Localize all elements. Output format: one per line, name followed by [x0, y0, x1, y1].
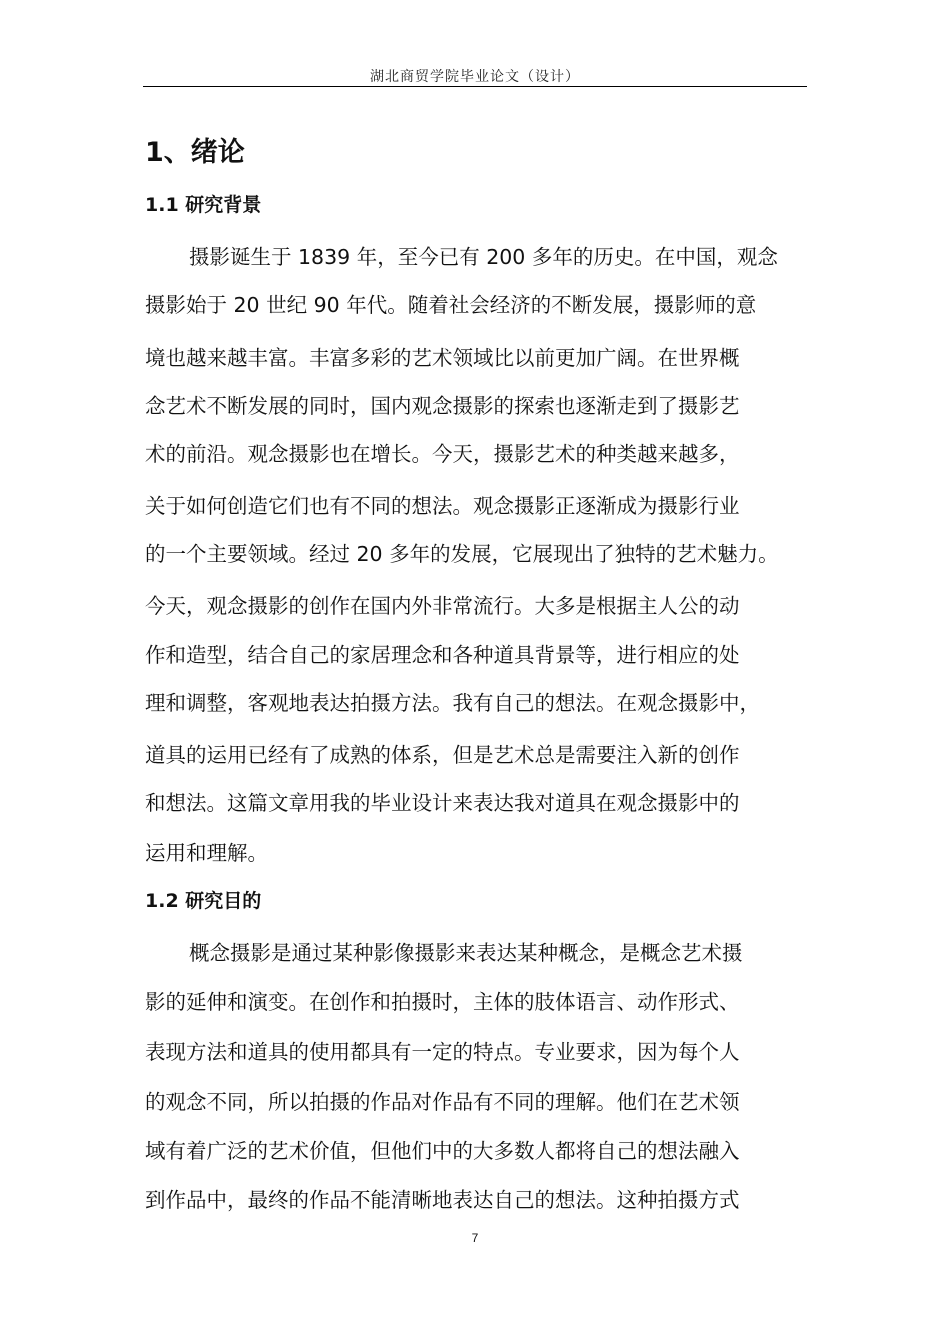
page-number: 7: [471, 1231, 479, 1245]
paragraph-line: 的观念不同，所以拍摄的作品对作品有不同的理解。他们在艺术领: [145, 1090, 740, 1114]
paragraph-line: 摄影始于 20 世纪 90 年代。随着社会经济的不断发展，摄影师的意: [145, 293, 757, 317]
paragraph-line: 表现方法和道具的使用都具有一定的特点。专业要求，因为每个人: [145, 1040, 740, 1064]
section-heading: 1.2 研究目的: [145, 890, 262, 912]
paragraph-line: 到作品中，最终的作品不能清晰地表达自己的想法。这种拍摄方式: [145, 1188, 740, 1212]
chapter-title: 1、绪论: [145, 137, 245, 168]
paragraph-line: 影的延伸和演变。在创作和拍摄时，主体的肢体语言、动作形式、: [145, 990, 740, 1014]
paragraph-line: 关于如何创造它们也有不同的想法。观念摄影正逐渐成为摄影行业: [145, 494, 740, 518]
paragraph-line: 理和调整，客观地表达拍摄方法。我有自己的想法。在观念摄影中，: [145, 691, 760, 715]
paragraph-line: 摄影诞生于 1839 年，至今已有 200 多年的历史。在中国，观念: [189, 245, 778, 269]
paragraph-line: 域有着广泛的艺术价值，但他们中的大多数人都将自己的想法融入: [145, 1139, 740, 1163]
paragraph-line: 念艺术不断发展的同时，国内观念摄影的探索也逐渐走到了摄影艺: [145, 394, 740, 418]
header-divider: [143, 86, 807, 87]
paragraph-line: 术的前沿。观念摄影也在增长。今天，摄影艺术的种类越来越多，: [145, 442, 740, 466]
paragraph-line: 道具的运用已经有了成熟的体系，但是艺术总是需要注入新的创作: [145, 743, 740, 767]
paragraph-line: 作和造型，结合自己的家居理念和各种道具背景等，进行相应的处: [145, 643, 740, 667]
paragraph-line: 今天，观念摄影的创作在国内外非常流行。大多是根据主人公的动: [145, 594, 740, 618]
paragraph-line: 的一个主要领域。经过 20 多年的发展，它展现出了独特的艺术魅力。: [145, 542, 779, 566]
page-header: 湖北商贸学院毕业论文（设计）: [370, 69, 580, 85]
paragraph-line: 和想法。这篇文章用我的毕业设计来表达我对道具在观念摄影中的: [145, 791, 740, 815]
section-heading: 1.1 研究背景: [145, 194, 262, 216]
paragraph-line: 概念摄影是通过某种影像摄影来表达某种概念，是概念艺术摄: [189, 941, 743, 965]
paragraph-line: 运用和理解。: [145, 841, 268, 865]
paragraph-line: 境也越来越丰富。丰富多彩的艺术领域比以前更加广阔。在世界概: [145, 346, 740, 370]
